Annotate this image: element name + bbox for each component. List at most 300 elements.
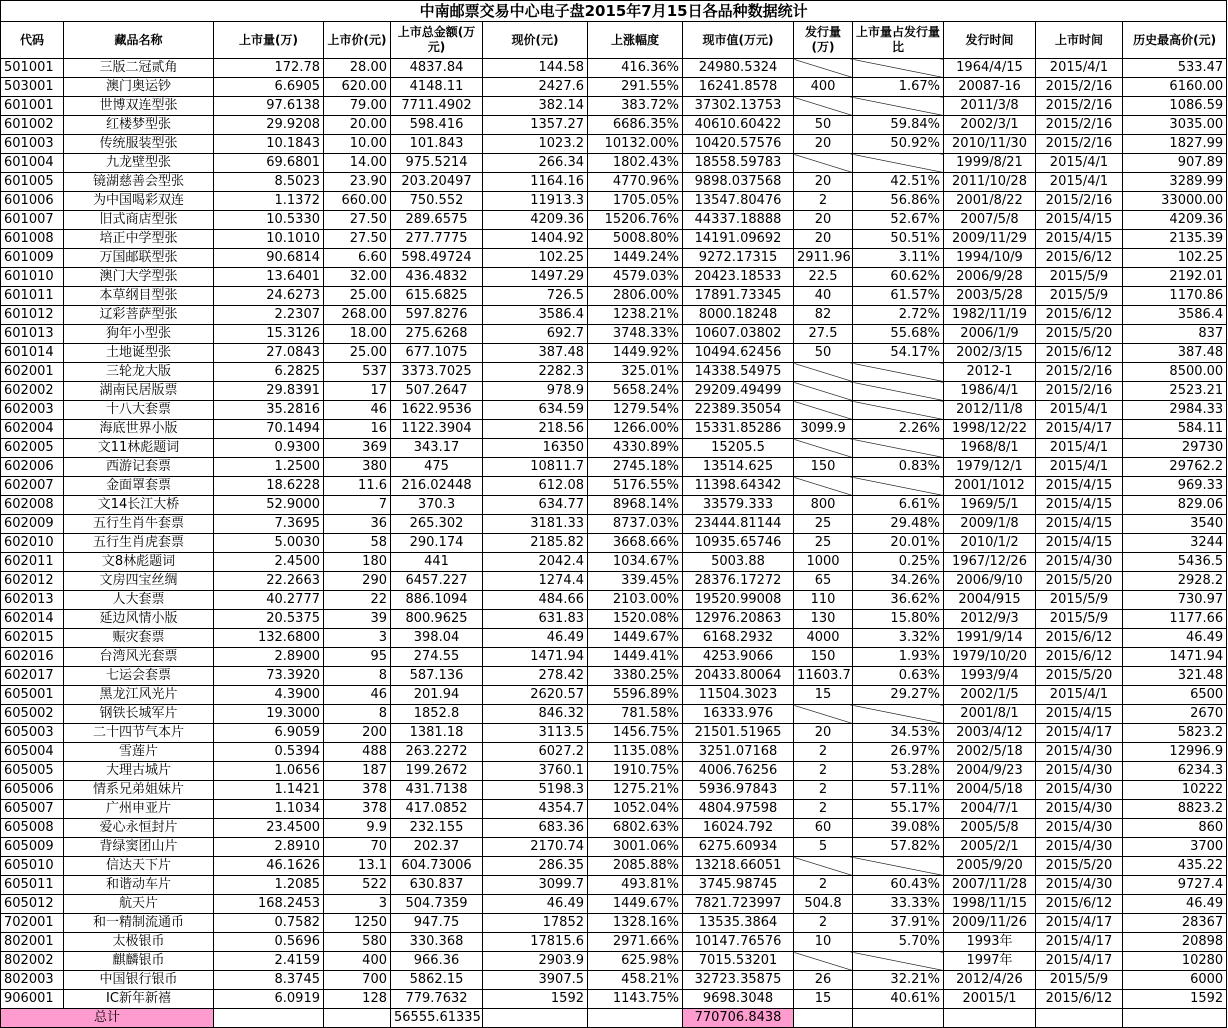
cell-listing-date[interactable]: 2015/5/9 [1036, 591, 1123, 610]
cell-current-price[interactable]: 612.08 [483, 477, 588, 496]
cell-issue-date[interactable]: 1979/10/20 [944, 648, 1036, 667]
cell-listing-date[interactable]: 2015/4/15 [1036, 477, 1123, 496]
cell-ratio[interactable]: 60.43% [853, 876, 944, 895]
cell-listed-qty[interactable]: 6.6905 [214, 78, 324, 97]
cell-listing-price[interactable]: 23.90 [324, 173, 391, 192]
cell-name[interactable]: 辽彩菩萨型张 [64, 306, 214, 325]
cell-issue-qty[interactable]: 50 [794, 344, 853, 363]
cell-issue-qty[interactable]: 150 [794, 458, 853, 477]
cell-ratio[interactable]: 0.63% [853, 667, 944, 686]
cell-issue-qty[interactable]: 25 [794, 534, 853, 553]
cell-issue-qty[interactable] [794, 857, 853, 876]
cell-rise[interactable]: 339.45% [588, 572, 683, 591]
cell-name[interactable]: 土地诞型张 [64, 344, 214, 363]
cell-listing-price[interactable]: 46 [324, 401, 391, 420]
cell-rise[interactable]: 1449.41% [588, 648, 683, 667]
cell-listed-qty[interactable]: 15.3126 [214, 325, 324, 344]
cell-listing-price[interactable]: 537 [324, 363, 391, 382]
cell-issue-qty[interactable]: 2 [794, 781, 853, 800]
cell-rise[interactable]: 1449.67% [588, 629, 683, 648]
cell-hist-high[interactable]: 837 [1123, 325, 1227, 344]
cell-market-value[interactable]: 40610.60422 [683, 116, 794, 135]
cell-current-price[interactable]: 2427.6 [483, 78, 588, 97]
cell-market-value[interactable]: 13547.80476 [683, 192, 794, 211]
cell-listing-amount[interactable]: 3373.7025 [391, 363, 483, 382]
cell-listing-date[interactable]: 2015/5/20 [1036, 325, 1123, 344]
cell-current-price[interactable]: 6027.2 [483, 743, 588, 762]
cell-listing-date[interactable]: 2015/4/17 [1036, 914, 1123, 933]
cell-issue-qty[interactable]: 11603.7 [794, 667, 853, 686]
cell-current-price[interactable]: 102.25 [483, 249, 588, 268]
cell-issue-qty[interactable] [794, 154, 853, 173]
cell-rise[interactable]: 5658.24% [588, 382, 683, 401]
cell-listing-date[interactable]: 2015/5/20 [1036, 572, 1123, 591]
cell-issue-qty[interactable]: 2 [794, 914, 853, 933]
cell-listing-amount[interactable]: 779.7632 [391, 990, 483, 1009]
cell-listing-price[interactable]: 16 [324, 420, 391, 439]
cell-code[interactable]: 802002 [1, 952, 64, 971]
cell-rise[interactable]: 325.01% [588, 363, 683, 382]
cell-listing-date[interactable]: 2015/4/1 [1036, 686, 1123, 705]
cell-listing-amount[interactable]: 398.04 [391, 629, 483, 648]
cell-code[interactable]: 602015 [1, 629, 64, 648]
cell-code[interactable]: 601014 [1, 344, 64, 363]
cell-issue-qty[interactable] [794, 439, 853, 458]
cell-ratio[interactable]: 50.51% [853, 230, 944, 249]
cell-hist-high[interactable]: 46.49 [1123, 629, 1227, 648]
cell-name[interactable]: 狗年小型张 [64, 325, 214, 344]
cell-hist-high[interactable]: 8823.2 [1123, 800, 1227, 819]
cell-listing-amount[interactable]: 201.94 [391, 686, 483, 705]
cell-listing-date[interactable]: 2015/4/30 [1036, 553, 1123, 572]
cell-issue-date[interactable]: 2007/11/28 [944, 876, 1036, 895]
cell-ratio[interactable]: 3.11% [853, 249, 944, 268]
cell-current-price[interactable]: 2903.9 [483, 952, 588, 971]
cell-issue-date[interactable]: 2003/5/28 [944, 287, 1036, 306]
cell-listing-date[interactable]: 2015/2/16 [1036, 135, 1123, 154]
cell-listing-price[interactable]: 522 [324, 876, 391, 895]
cell-code[interactable]: 601013 [1, 325, 64, 344]
cell-current-price[interactable]: 1357.27 [483, 116, 588, 135]
cell-name[interactable]: 和谐动车片 [64, 876, 214, 895]
cell-issue-qty[interactable] [794, 382, 853, 401]
cell-rise[interactable]: 8737.03% [588, 515, 683, 534]
cell-listing-price[interactable]: 17 [324, 382, 391, 401]
cell-code[interactable]: 602005 [1, 439, 64, 458]
cell-ratio[interactable] [853, 477, 944, 496]
cell-issue-qty[interactable] [794, 363, 853, 382]
cell-hist-high[interactable]: 533.47 [1123, 59, 1227, 78]
cell-listed-qty[interactable]: 1.1372 [214, 192, 324, 211]
cell-hist-high[interactable]: 33000.00 [1123, 192, 1227, 211]
cell-rise[interactable]: 1143.75% [588, 990, 683, 1009]
cell-listing-date[interactable]: 2015/2/16 [1036, 116, 1123, 135]
cell-issue-date[interactable]: 1993年 [944, 933, 1036, 952]
cell-hist-high[interactable]: 3244 [1123, 534, 1227, 553]
cell-issue-date[interactable]: 2004/915 [944, 591, 1036, 610]
cell-hist-high[interactable]: 1471.94 [1123, 648, 1227, 667]
cell-market-value[interactable]: 10420.57576 [683, 135, 794, 154]
cell-issue-qty[interactable]: 82 [794, 306, 853, 325]
cell-ratio[interactable]: 34.53% [853, 724, 944, 743]
header-market-value[interactable]: 现市值(万元) [683, 22, 794, 59]
cell-market-value[interactable]: 9272.17315 [683, 249, 794, 268]
cell-rise[interactable]: 1034.67% [588, 553, 683, 572]
cell-issue-date[interactable]: 2012/9/3 [944, 610, 1036, 629]
cell-issue-date[interactable]: 1994/10/9 [944, 249, 1036, 268]
cell-hist-high[interactable]: 12996.9 [1123, 743, 1227, 762]
cell-market-value[interactable]: 10935.65746 [683, 534, 794, 553]
cell-current-price[interactable]: 46.49 [483, 895, 588, 914]
cell-current-price[interactable]: 10811.7 [483, 458, 588, 477]
cell-listing-price[interactable]: 488 [324, 743, 391, 762]
cell-current-price[interactable]: 2170.74 [483, 838, 588, 857]
cell-issue-date[interactable]: 1967/12/26 [944, 553, 1036, 572]
cell-listed-qty[interactable]: 24.6273 [214, 287, 324, 306]
cell-issue-qty[interactable]: 20 [794, 211, 853, 230]
cell-listing-price[interactable]: 8 [324, 667, 391, 686]
cell-name[interactable]: 人大套票 [64, 591, 214, 610]
cell-ratio[interactable] [853, 154, 944, 173]
cell-market-value[interactable]: 10494.62456 [683, 344, 794, 363]
cell-current-price[interactable]: 11913.3 [483, 192, 588, 211]
cell-name[interactable]: 延边风情小版 [64, 610, 214, 629]
cell-issue-date[interactable]: 2004/5/18 [944, 781, 1036, 800]
cell-hist-high[interactable]: 829.06 [1123, 496, 1227, 515]
cell-code[interactable]: 602011 [1, 553, 64, 572]
cell-ratio[interactable] [853, 59, 944, 78]
cell-issue-date[interactable]: 2002/3/1 [944, 116, 1036, 135]
cell-hist-high[interactable]: 3289.99 [1123, 173, 1227, 192]
cell-listing-date[interactable]: 2015/4/1 [1036, 458, 1123, 477]
cell-rise[interactable]: 458.21% [588, 971, 683, 990]
cell-name[interactable]: 十八大套票 [64, 401, 214, 420]
cell-hist-high[interactable]: 46.49 [1123, 895, 1227, 914]
cell-listing-price[interactable]: 268.00 [324, 306, 391, 325]
cell-listing-price[interactable]: 20.00 [324, 116, 391, 135]
cell-listing-price[interactable]: 25.00 [324, 344, 391, 363]
cell-hist-high[interactable]: 1827.99 [1123, 135, 1227, 154]
cell-ratio[interactable]: 56.86% [853, 192, 944, 211]
cell-current-price[interactable]: 16350 [483, 439, 588, 458]
cell-issue-qty[interactable]: 2 [794, 876, 853, 895]
cell-listing-date[interactable]: 2015/4/17 [1036, 724, 1123, 743]
cell-listing-price[interactable]: 14.00 [324, 154, 391, 173]
cell-name[interactable]: 湖南民居版票 [64, 382, 214, 401]
cell-rise[interactable]: 6802.63% [588, 819, 683, 838]
cell-current-price[interactable]: 631.83 [483, 610, 588, 629]
header-code[interactable]: 代码 [1, 22, 64, 59]
cell-listing-date[interactable]: 2015/4/17 [1036, 952, 1123, 971]
cell-code[interactable]: 802001 [1, 933, 64, 952]
header-ratio[interactable]: 上市量占发行量比 [853, 22, 944, 59]
cell-market-value[interactable]: 5003.88 [683, 553, 794, 572]
cell-listing-amount[interactable]: 507.2647 [391, 382, 483, 401]
cell-ratio[interactable] [853, 439, 944, 458]
cell-listing-amount[interactable]: 597.8276 [391, 306, 483, 325]
cell-listed-qty[interactable]: 0.5696 [214, 933, 324, 952]
cell-code[interactable]: 601007 [1, 211, 64, 230]
cell-listing-price[interactable]: 380 [324, 458, 391, 477]
cell-ratio[interactable]: 54.17% [853, 344, 944, 363]
cell-rise[interactable]: 1275.21% [588, 781, 683, 800]
cell-market-value[interactable]: 29209.49499 [683, 382, 794, 401]
cell-issue-qty[interactable] [794, 477, 853, 496]
cell-listing-amount[interactable]: 275.6268 [391, 325, 483, 344]
cell-listing-date[interactable]: 2015/4/1 [1036, 439, 1123, 458]
cell-current-price[interactable]: 286.35 [483, 857, 588, 876]
cell-current-price[interactable]: 692.7 [483, 325, 588, 344]
cell-issue-qty[interactable] [794, 952, 853, 971]
cell-code[interactable]: 601011 [1, 287, 64, 306]
cell-current-price[interactable]: 1164.16 [483, 173, 588, 192]
cell-market-value[interactable]: 9898.037568 [683, 173, 794, 192]
cell-rise[interactable]: 1910.75% [588, 762, 683, 781]
cell-issue-date[interactable]: 2012-1 [944, 363, 1036, 382]
cell-rise[interactable]: 1328.16% [588, 914, 683, 933]
cell-market-value[interactable]: 44337.18888 [683, 211, 794, 230]
cell-listing-date[interactable]: 2015/4/30 [1036, 743, 1123, 762]
cell-rise[interactable]: 10132.00% [588, 135, 683, 154]
cell-code[interactable]: 601006 [1, 192, 64, 211]
cell-issue-date[interactable]: 2012/11/8 [944, 401, 1036, 420]
cell-issue-qty[interactable]: 2911.96 [794, 249, 853, 268]
total-listing-amount[interactable]: 56555.61335 [391, 1009, 483, 1028]
cell-listed-qty[interactable]: 1.2085 [214, 876, 324, 895]
cell-current-price[interactable]: 484.66 [483, 591, 588, 610]
cell-name[interactable]: 西游记套票 [64, 458, 214, 477]
cell-listing-amount[interactable]: 216.02448 [391, 477, 483, 496]
cell-listing-date[interactable]: 2015/4/1 [1036, 154, 1123, 173]
cell-issue-date[interactable]: 2004/9/23 [944, 762, 1036, 781]
cell-listing-amount[interactable]: 202.37 [391, 838, 483, 857]
cell-market-value[interactable]: 6275.60934 [683, 838, 794, 857]
cell-listing-date[interactable]: 2015/4/1 [1036, 59, 1123, 78]
cell-ratio[interactable]: 15.80% [853, 610, 944, 629]
cell-listed-qty[interactable]: 97.6138 [214, 97, 324, 116]
cell-current-price[interactable]: 634.59 [483, 401, 588, 420]
cell-listing-date[interactable]: 2015/4/17 [1036, 933, 1123, 952]
cell-name[interactable]: 背绿窦团山片 [64, 838, 214, 857]
cell-ratio[interactable]: 42.51% [853, 173, 944, 192]
cell-name[interactable]: 赈灾套票 [64, 629, 214, 648]
cell-issue-date[interactable]: 2006/9/28 [944, 268, 1036, 287]
cell-listed-qty[interactable]: 5.0030 [214, 534, 324, 553]
cell-rise[interactable]: 5176.55% [588, 477, 683, 496]
cell-current-price[interactable]: 3181.33 [483, 515, 588, 534]
cell-listed-qty[interactable]: 22.2663 [214, 572, 324, 591]
cell-issue-date[interactable]: 1986/4/1 [944, 382, 1036, 401]
cell-current-price[interactable]: 218.56 [483, 420, 588, 439]
cell-current-price[interactable]: 846.32 [483, 705, 588, 724]
cell-hist-high[interactable]: 29762.2 [1123, 458, 1227, 477]
cell-hist-high[interactable]: 20898 [1123, 933, 1227, 952]
cell-code[interactable]: 605001 [1, 686, 64, 705]
cell-listing-amount[interactable]: 1122.3904 [391, 420, 483, 439]
cell-listed-qty[interactable]: 0.5394 [214, 743, 324, 762]
cell-issue-date[interactable]: 2009/11/26 [944, 914, 1036, 933]
cell-listed-qty[interactable]: 90.6814 [214, 249, 324, 268]
cell-listing-price[interactable]: 11.6 [324, 477, 391, 496]
cell-issue-date[interactable]: 2010/1/2 [944, 534, 1036, 553]
cell-hist-high[interactable]: 29730 [1123, 439, 1227, 458]
cell-listing-amount[interactable]: 436.4832 [391, 268, 483, 287]
cell-listing-amount[interactable]: 1622.9536 [391, 401, 483, 420]
cell-current-price[interactable]: 1592 [483, 990, 588, 1009]
cell-hist-high[interactable]: 1177.66 [1123, 610, 1227, 629]
cell-code[interactable]: 602001 [1, 363, 64, 382]
cell-listing-amount[interactable]: 475 [391, 458, 483, 477]
cell-rise[interactable]: 3668.66% [588, 534, 683, 553]
cell-market-value[interactable]: 15205.5 [683, 439, 794, 458]
cell-issue-qty[interactable]: 25 [794, 515, 853, 534]
cell-hist-high[interactable]: 2984.33 [1123, 401, 1227, 420]
cell-current-price[interactable]: 46.49 [483, 629, 588, 648]
cell-name[interactable]: 信达天下片 [64, 857, 214, 876]
cell-issue-date[interactable]: 2001/8/22 [944, 192, 1036, 211]
cell-listing-price[interactable]: 400 [324, 952, 391, 971]
cell-listing-amount[interactable]: 4837.84 [391, 59, 483, 78]
header-listing-price[interactable]: 上市价(元) [324, 22, 391, 59]
cell-issue-qty[interactable]: 2 [794, 800, 853, 819]
cell-issue-date[interactable]: 1998/11/15 [944, 895, 1036, 914]
cell-listing-date[interactable]: 2015/6/12 [1036, 249, 1123, 268]
cell-hist-high[interactable]: 3700 [1123, 838, 1227, 857]
cell-name[interactable]: 爱心永恒封片 [64, 819, 214, 838]
cell-listing-amount[interactable]: 277.7775 [391, 230, 483, 249]
cell-name[interactable]: 世博双连型张 [64, 97, 214, 116]
total-label[interactable]: 总计 [1, 1009, 214, 1028]
cell-listed-qty[interactable]: 172.78 [214, 59, 324, 78]
cell-current-price[interactable]: 1274.4 [483, 572, 588, 591]
cell-issue-date[interactable]: 2001/1012 [944, 477, 1036, 496]
cell-listing-price[interactable]: 18.00 [324, 325, 391, 344]
cell-listing-date[interactable]: 2015/4/15 [1036, 515, 1123, 534]
cell-name[interactable]: 太极银币 [64, 933, 214, 952]
cell-rise[interactable]: 2085.88% [588, 857, 683, 876]
cell-issue-date[interactable]: 2002/1/5 [944, 686, 1036, 705]
cell-issue-date[interactable]: 2011/10/28 [944, 173, 1036, 192]
cell-name[interactable]: 旧式商店型张 [64, 211, 214, 230]
cell-name[interactable]: 文14长江大桥 [64, 496, 214, 515]
cell-issue-date[interactable]: 20015/1 [944, 990, 1036, 1009]
cell-rise[interactable]: 2806.00% [588, 287, 683, 306]
cell-name[interactable]: 镜湖慈善会型张 [64, 173, 214, 192]
cell-code[interactable]: 602014 [1, 610, 64, 629]
cell-rise[interactable]: 1449.24% [588, 249, 683, 268]
cell-listed-qty[interactable]: 6.2825 [214, 363, 324, 382]
cell-listing-date[interactable]: 2015/2/16 [1036, 78, 1123, 97]
cell-listing-amount[interactable]: 199.2672 [391, 762, 483, 781]
cell-issue-qty[interactable]: 2 [794, 192, 853, 211]
cell-market-value[interactable]: 4006.76256 [683, 762, 794, 781]
cell-listing-date[interactable]: 2015/6/12 [1036, 306, 1123, 325]
cell-ratio[interactable]: 40.61% [853, 990, 944, 1009]
cell-issue-qty[interactable]: 65 [794, 572, 853, 591]
cell-hist-high[interactable]: 4209.36 [1123, 211, 1227, 230]
cell-market-value[interactable]: 14191.09692 [683, 230, 794, 249]
cell-listing-price[interactable]: 27.50 [324, 230, 391, 249]
cell-issue-date[interactable]: 2005/9/20 [944, 857, 1036, 876]
cell-issue-date[interactable]: 2006/1/9 [944, 325, 1036, 344]
cell-listing-date[interactable]: 2015/6/12 [1036, 895, 1123, 914]
cell-listing-date[interactable]: 2015/4/17 [1036, 420, 1123, 439]
cell-name[interactable]: 文8林彪题词 [64, 553, 214, 572]
cell-hist-high[interactable]: 1170.86 [1123, 287, 1227, 306]
cell-listed-qty[interactable]: 2.4500 [214, 553, 324, 572]
cell-issue-date[interactable]: 2001/8/1 [944, 705, 1036, 724]
cell-hist-high[interactable]: 2670 [1123, 705, 1227, 724]
cell-listed-qty[interactable]: 29.8391 [214, 382, 324, 401]
cell-listing-amount[interactable]: 274.55 [391, 648, 483, 667]
cell-market-value[interactable]: 10147.76576 [683, 933, 794, 952]
cell-ratio[interactable]: 20.01% [853, 534, 944, 553]
cell-hist-high[interactable]: 584.11 [1123, 420, 1227, 439]
cell-code[interactable]: 602004 [1, 420, 64, 439]
cell-ratio[interactable]: 52.67% [853, 211, 944, 230]
cell-issue-date[interactable]: 1969/5/1 [944, 496, 1036, 515]
cell-issue-date[interactable]: 1982/11/19 [944, 306, 1036, 325]
cell-code[interactable]: 602017 [1, 667, 64, 686]
cell-code[interactable]: 605008 [1, 819, 64, 838]
cell-name[interactable]: 三轮龙大版 [64, 363, 214, 382]
cell-code[interactable]: 601005 [1, 173, 64, 192]
cell-market-value[interactable]: 28376.17272 [683, 572, 794, 591]
cell-ratio[interactable] [853, 363, 944, 382]
cell-listing-amount[interactable]: 800.9625 [391, 610, 483, 629]
cell-listing-date[interactable]: 2015/4/30 [1036, 876, 1123, 895]
cell-code[interactable]: 601003 [1, 135, 64, 154]
cell-listing-date[interactable]: 2015/4/30 [1036, 819, 1123, 838]
cell-listing-amount[interactable]: 604.73006 [391, 857, 483, 876]
cell-ratio[interactable]: 29.27% [853, 686, 944, 705]
cell-hist-high[interactable]: 5823.2 [1123, 724, 1227, 743]
cell-listing-amount[interactable]: 6457.227 [391, 572, 483, 591]
cell-market-value[interactable]: 13535.3864 [683, 914, 794, 933]
cell-listing-price[interactable]: 128 [324, 990, 391, 1009]
cell-rise[interactable]: 5596.89% [588, 686, 683, 705]
cell-code[interactable]: 503001 [1, 78, 64, 97]
cell-listing-date[interactable]: 2015/4/30 [1036, 800, 1123, 819]
cell-listing-date[interactable]: 2015/6/12 [1036, 629, 1123, 648]
cell-name[interactable]: 广州申亚片 [64, 800, 214, 819]
cell-code[interactable]: 601004 [1, 154, 64, 173]
cell-listed-qty[interactable]: 1.1421 [214, 781, 324, 800]
cell-listing-price[interactable]: 580 [324, 933, 391, 952]
cell-issue-date[interactable]: 2003/4/12 [944, 724, 1036, 743]
cell-issue-qty[interactable]: 26 [794, 971, 853, 990]
cell-hist-high[interactable]: 730.97 [1123, 591, 1227, 610]
cell-code[interactable]: 601008 [1, 230, 64, 249]
cell-hist-high[interactable]: 321.48 [1123, 667, 1227, 686]
cell-rise[interactable]: 2745.18% [588, 458, 683, 477]
cell-issue-date[interactable]: 2005/5/8 [944, 819, 1036, 838]
cell-current-price[interactable]: 1471.94 [483, 648, 588, 667]
cell-listed-qty[interactable]: 132.6800 [214, 629, 324, 648]
cell-current-price[interactable]: 2282.3 [483, 363, 588, 382]
cell-code[interactable]: 601010 [1, 268, 64, 287]
cell-listing-date[interactable]: 2015/4/30 [1036, 781, 1123, 800]
cell-issue-qty[interactable]: 5 [794, 838, 853, 857]
cell-listing-date[interactable]: 2015/6/12 [1036, 648, 1123, 667]
cell-issue-date[interactable]: 2002/5/18 [944, 743, 1036, 762]
cell-issue-date[interactable]: 1993/9/4 [944, 667, 1036, 686]
cell-listing-date[interactable]: 2015/4/15 [1036, 705, 1123, 724]
cell-market-value[interactable]: 3745.98745 [683, 876, 794, 895]
cell-listing-price[interactable]: 46 [324, 686, 391, 705]
cell-name[interactable]: 和一精制流通币 [64, 914, 214, 933]
header-hist-high[interactable]: 历史最高价(元) [1123, 22, 1227, 59]
